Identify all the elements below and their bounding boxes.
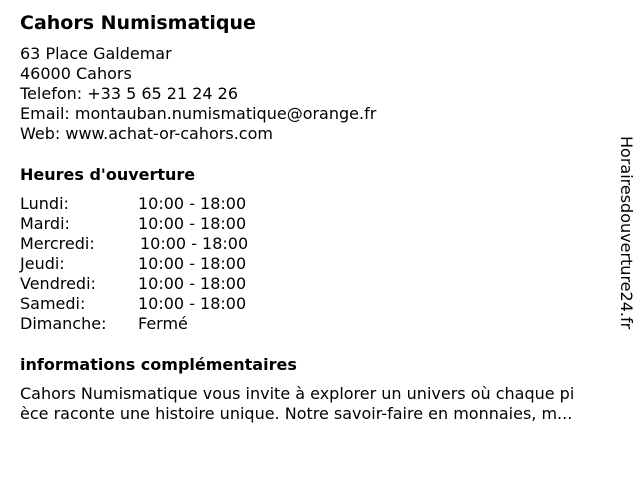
day-hours: 10:00 - 18:00: [138, 274, 247, 293]
day-name: Dimanche:: [20, 314, 107, 333]
description-line: èce raconte une histoire unique. Notre savoir-faire en monnaies, m...: [20, 404, 573, 423]
day-name: Jeudi:: [20, 254, 65, 273]
day-hours: Fermé: [138, 314, 188, 333]
city-postcode: 46000 Cahors: [20, 64, 132, 83]
day-name: Samedi:: [20, 294, 86, 313]
day-name: Lundi:: [20, 194, 69, 213]
day-name: Mercredi:: [20, 234, 95, 253]
opening-hours-heading: Heures d'ouverture: [20, 165, 196, 184]
website-line: Web: www.achat-or-cahors.com: [20, 124, 273, 143]
street-address: 63 Place Galdemar: [20, 44, 172, 63]
site-watermark: Horairesdouverture24.fr: [617, 136, 636, 330]
day-hours: 10:00 - 18:00: [138, 294, 247, 313]
day-hours: 10:00 - 18:00: [138, 254, 247, 273]
day-hours: 10:00 - 18:00: [138, 194, 247, 213]
contact-block: [20, 44, 376, 144]
email-line: Email: montauban.numismatique@orange.fr: [20, 104, 377, 123]
day-hours: 10:00 - 18:00: [138, 214, 247, 233]
additional-info-heading: informations complémentaires: [20, 355, 297, 374]
business-description: [20, 384, 630, 424]
phone-line: Telefon: +33 5 65 21 24 26: [20, 84, 239, 103]
day-name: Mardi:: [20, 214, 70, 233]
day-hours: 10:00 - 18:00: [140, 234, 249, 253]
business-name: Cahors Numismatique: [20, 12, 256, 34]
day-name: Vendredi:: [20, 274, 96, 293]
description-line: Cahors Numismatique vous invite à explorer un univers où chaque pi: [20, 384, 575, 403]
